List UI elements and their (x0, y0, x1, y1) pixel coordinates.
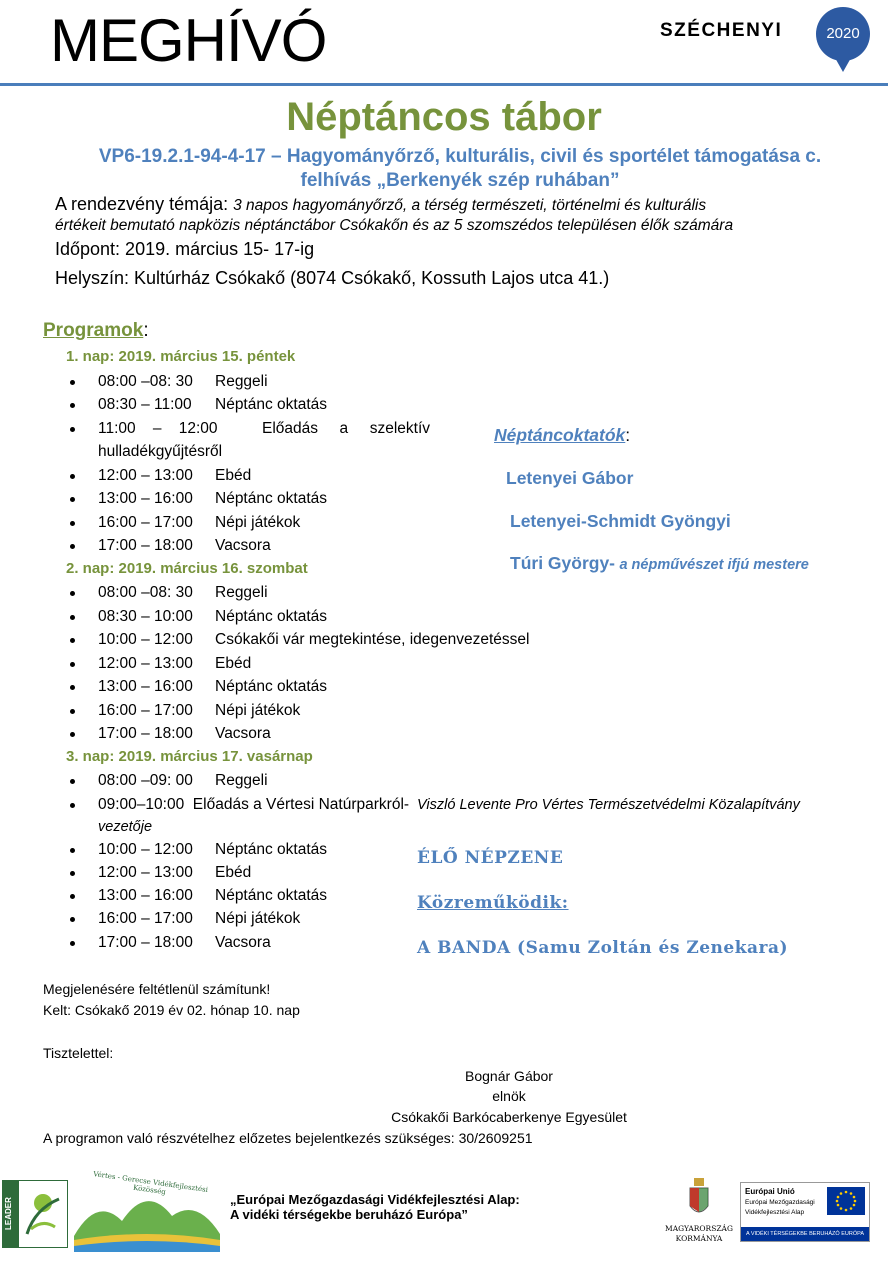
page-title: MEGHÍVÓ (50, 7, 327, 74)
day-heading: 1. nap: 2019. március 15. péntek (66, 348, 296, 365)
signer-org: Csókakői Barkócaberkenye Egyesület (391, 1109, 627, 1125)
eu-title: Európai Unió (745, 1187, 795, 1196)
eu-fund-line-1: „Európai Mezőgazdasági Vidékfejlesztési Alap: (230, 1192, 520, 1207)
day-heading: 3. nap: 2019. március 17. vasárnap (66, 748, 313, 765)
szechenyi-2020-badge: 2020 (816, 7, 870, 61)
eu-band-text: A VIDÉKI TÉRSÉGEKBE BERUHÁZÓ EURÓPA (741, 1227, 869, 1241)
programs-heading-colon: : (143, 320, 149, 341)
place-line: Helyszín: Kultúrház Csókakő (8074 Csókakő, Kossuth Lajos utca 41.) (55, 268, 610, 288)
leader-emblem-icon (23, 1189, 63, 1239)
leader-logo-text: LEADER (4, 1197, 13, 1231)
teachers-heading-colon: : (625, 425, 631, 445)
teacher-name: Letenyei Gábor (506, 468, 634, 488)
theme-label: A rendezvény témája: (55, 194, 229, 214)
teacher-name: Túri György- (510, 553, 616, 573)
expect-text: Megjelenésére feltétlenül számítunk! (43, 981, 271, 997)
programs-heading (43, 320, 149, 342)
teachers-heading (494, 425, 630, 446)
regards-text: Tisztelettel: (43, 1045, 114, 1061)
theme-text-1: 3 napos hagyományőrző, a térség természeti, történelmi és kulturális (233, 197, 707, 214)
band-name: A BANDA (Samu Zoltán és Zenekara) (417, 938, 789, 958)
eu-subtitle-2: Vidékfejlesztési Alap (745, 1209, 805, 1216)
subtitle-line-1: VP6-19.2.1-94-4-17 – Hagyományőrző, kulturális, civil és sportélet támogatása c. (98, 146, 822, 167)
map-pin-icon (834, 56, 852, 72)
day-heading: 2. nap: 2019. március 16. szombat (66, 560, 308, 577)
live-music-heading: ÉLŐ NÉPZENE (417, 848, 564, 868)
gov-label-2: KORMÁNYA (675, 1234, 723, 1243)
teachers-heading-text: Néptáncoktatók (494, 425, 626, 445)
dated-text: Kelt: Csókakő 2019 év 02. hónap 10. nap (43, 1002, 300, 1018)
subtitle-line-2: felhívás „Berkenyék szép ruhában” (300, 170, 620, 191)
theme-text-2: értékeit bemutató napközis néptánctábor Csókakőn és az 5 szomszédos településen élők számára (55, 217, 734, 234)
leader-logo (2, 1180, 68, 1248)
hungarian-government-logo (664, 1176, 734, 1268)
eu-subtitle-1: Európai Mezőgazdasági (745, 1199, 815, 1206)
event-subtitle (40, 145, 880, 193)
teacher-name: Letenyei-Schmidt Gyöngyi (510, 511, 731, 531)
gov-label-1: MAGYARORSZÁG (665, 1224, 733, 1233)
date-line: Időpont: 2019. március 15- 17-ig (55, 239, 315, 259)
eu-fund-line-2: A vidéki térségekbe beruházó Európa” (230, 1207, 468, 1222)
eu-fund-caption (230, 1192, 520, 1222)
event-title: Néptáncos tábor (286, 95, 602, 139)
vertes-logo-text: Vértes - Gerecse Vidékfejlesztési Közösség (92, 1170, 209, 1197)
eu-logo (740, 1182, 870, 1242)
eu-flag-icon (827, 1187, 865, 1215)
header-divider (0, 83, 888, 86)
szechenyi-logo-text: SZÉCHENYI (660, 20, 783, 41)
programs-heading-text: Programok (43, 320, 144, 341)
signer-name: Bognár Gábor (465, 1068, 553, 1084)
contributor-heading: Közreműködik: (417, 893, 569, 913)
teacher-name-row (510, 553, 809, 574)
vertes-gerecse-logo (72, 1170, 222, 1256)
registration-text: A programon való részvételhez előzetes bejelentkezés szükséges: 30/2609251 (43, 1130, 533, 1146)
theme-line (55, 193, 706, 217)
hungarian-coat-of-arms-icon (688, 1178, 710, 1222)
teacher-title-note: a népművészet ifjú mestere (619, 557, 809, 573)
signer-role: elnök (492, 1088, 526, 1104)
